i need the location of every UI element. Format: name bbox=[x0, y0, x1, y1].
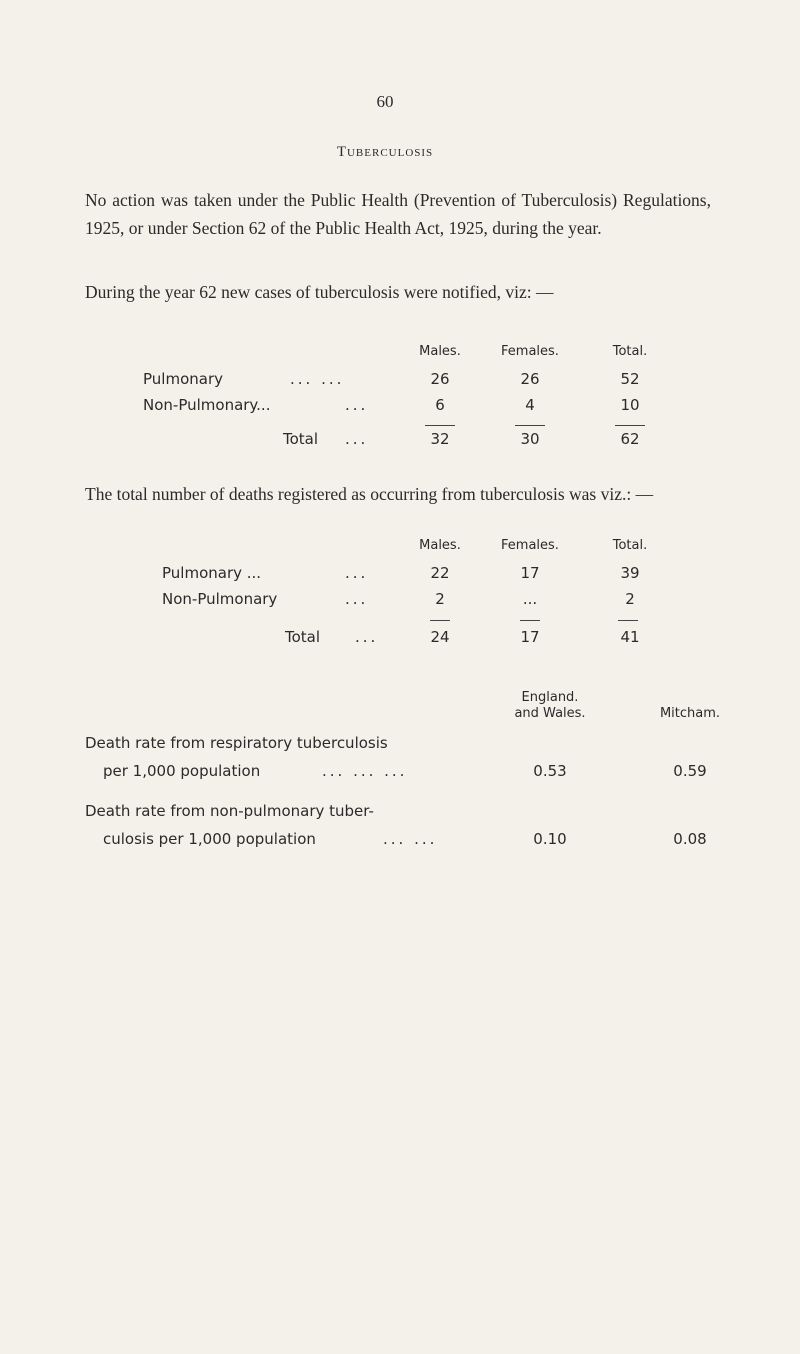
notified-table bbox=[0, 344, 800, 456]
row-label: Total bbox=[283, 430, 319, 448]
row-label: Total bbox=[285, 628, 321, 646]
cell-total: 39 bbox=[620, 564, 640, 582]
cell-males: 32 bbox=[430, 430, 450, 448]
section-title: Tuberculosis bbox=[336, 144, 434, 160]
table-row bbox=[0, 802, 800, 830]
paragraph-notified: During the year 62 new cases of tuberculosis were notified, viz: — bbox=[85, 282, 554, 302]
rule-line bbox=[515, 425, 545, 426]
page-number: 60 bbox=[376, 92, 394, 111]
row-label: per 1,000 population bbox=[103, 762, 261, 780]
table-header bbox=[0, 538, 800, 564]
cell-total: 10 bbox=[620, 396, 640, 414]
cell-england-wales: 0.10 bbox=[533, 830, 567, 848]
rates-table bbox=[0, 690, 800, 856]
table-header bbox=[0, 344, 800, 370]
col-males: Males. bbox=[419, 538, 461, 553]
col-females: Females. bbox=[501, 344, 559, 359]
rule-line bbox=[618, 620, 638, 621]
leader-dots: ... bbox=[345, 564, 369, 582]
table-row bbox=[0, 830, 800, 856]
total-rules bbox=[0, 616, 800, 628]
cell-total: 62 bbox=[620, 430, 640, 448]
cell-england-wales: 0.53 bbox=[533, 762, 567, 780]
cell-females: 26 bbox=[520, 370, 540, 388]
row-label: Non-Pulmonary bbox=[162, 590, 278, 608]
paragraph-deaths: The total number of deaths registered as occurring from tuberculosis was viz.: — bbox=[85, 484, 654, 504]
col-england-wales-line1: England. bbox=[521, 690, 579, 705]
leader-dots: ... bbox=[345, 396, 369, 414]
rule-line bbox=[425, 425, 455, 426]
row-label: Pulmonary ... bbox=[162, 564, 262, 582]
rule-line bbox=[520, 620, 540, 621]
total-row bbox=[0, 430, 800, 456]
cell-females: 17 bbox=[520, 628, 540, 646]
row-label: Pulmonary bbox=[143, 370, 223, 388]
cell-total: 41 bbox=[620, 628, 640, 646]
col-males: Males. bbox=[419, 344, 461, 359]
table-row bbox=[0, 564, 800, 590]
cell-mitcham: 0.59 bbox=[673, 762, 707, 780]
cell-males: 26 bbox=[430, 370, 450, 388]
table-row bbox=[0, 734, 800, 762]
col-total: Total. bbox=[612, 538, 648, 553]
table-header bbox=[0, 690, 800, 734]
cell-total: 52 bbox=[620, 370, 640, 388]
cell-total: 2 bbox=[625, 590, 635, 608]
paragraph-regulations: No action was taken under the Public Health (Prevention of Tuberculosis) Regulations, 1925, or under Section 62 of the Public Health Act, 1925, during the year. bbox=[85, 190, 711, 238]
row-label: Death rate from respiratory tuberculosis bbox=[85, 734, 388, 752]
total-rules bbox=[0, 422, 800, 430]
cell-males: 24 bbox=[430, 628, 450, 646]
table-row bbox=[0, 370, 800, 396]
cell-females: 17 bbox=[520, 564, 540, 582]
col-mitcham: Mitcham. bbox=[659, 706, 721, 721]
cell-males: 6 bbox=[435, 396, 445, 414]
cell-males: 22 bbox=[430, 564, 450, 582]
row-label: Death rate from non-pulmonary tuber- bbox=[85, 802, 374, 820]
deaths-table bbox=[0, 538, 800, 654]
row-label: Non-Pulmonary... bbox=[143, 396, 271, 414]
col-females: Females. bbox=[501, 538, 559, 553]
cell-females: ... bbox=[522, 590, 538, 608]
col-england-wales-line2: and Wales. bbox=[514, 706, 586, 721]
table-row bbox=[0, 590, 800, 616]
cell-females: 30 bbox=[520, 430, 540, 448]
leader-dots: ... bbox=[355, 628, 379, 646]
leader-dots: ... ... bbox=[290, 370, 345, 388]
leader-dots: ... ... bbox=[383, 830, 438, 848]
table-row bbox=[0, 762, 800, 802]
row-label: culosis per 1,000 population bbox=[103, 830, 316, 848]
rule-line bbox=[615, 425, 645, 426]
cell-mitcham: 0.08 bbox=[673, 830, 707, 848]
table-row bbox=[0, 396, 800, 422]
rule-line bbox=[430, 620, 450, 621]
cell-males: 2 bbox=[435, 590, 445, 608]
cell-females: 4 bbox=[525, 396, 535, 414]
col-total: Total. bbox=[612, 344, 648, 359]
leader-dots: ... bbox=[345, 430, 369, 448]
leader-dots: ... bbox=[345, 590, 369, 608]
leader-dots: ... ... ... bbox=[322, 762, 408, 780]
total-row bbox=[0, 628, 800, 654]
